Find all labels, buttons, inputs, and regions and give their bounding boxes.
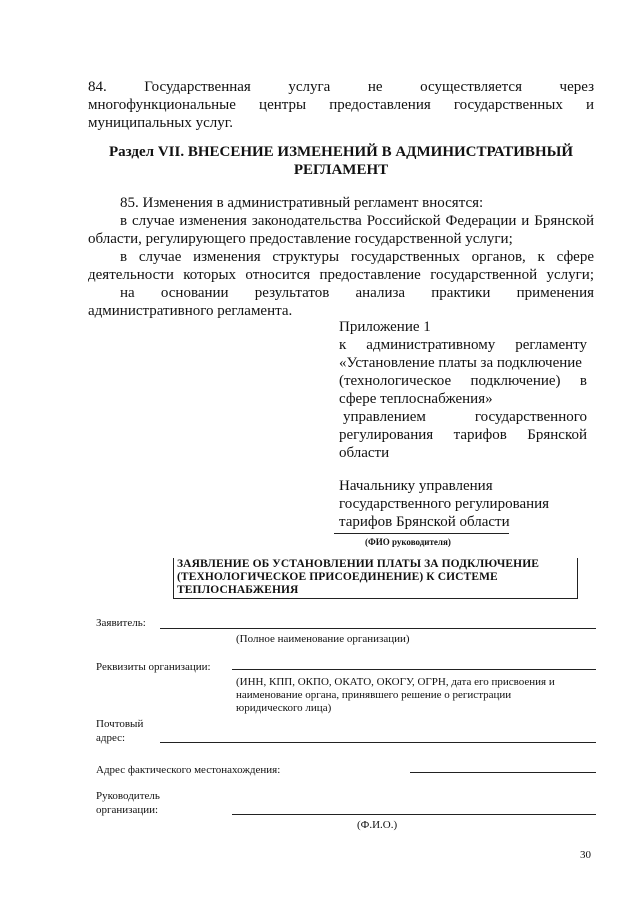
addressee-line-2: государственного регулирования xyxy=(339,496,550,512)
section-heading-line-1: Раздел VII. ВНЕСЕНИЕ ИЗМЕНЕНИЙ В АДМИНИСТРАТИВНЫЙ xyxy=(108,144,574,160)
item-85-line-2: в случае изменения законодательства Российской Федерации и Брянской xyxy=(120,213,594,229)
page-number: 30 xyxy=(580,849,591,861)
appendix-line-6: управлением государственного xyxy=(343,409,587,425)
head-label-line-2: организации: xyxy=(96,804,159,816)
actual-address-label: Адрес фактического местонахождения: xyxy=(96,764,281,776)
item-85-line-5: деятельности которых относится предоставление государственной услуги; xyxy=(88,267,594,283)
appendix-line-8: области xyxy=(339,445,390,461)
applicant-label: Заявитель: xyxy=(96,617,146,629)
applicant-field[interactable] xyxy=(160,628,596,629)
addressee-line-1: Начальнику управления xyxy=(339,478,493,494)
actual-address-field[interactable] xyxy=(410,772,596,773)
item-84-line-1: 84. Государственная услуга не осуществляется через xyxy=(88,79,594,95)
appendix-line-3: «Установление платы за подключение xyxy=(339,355,582,371)
appendix-line-7: регулирования тарифов Брянской xyxy=(339,427,587,443)
form-title-line-3: ТЕПЛОСНАБЖЕНИЯ xyxy=(177,584,299,596)
requisites-label: Реквизиты организации: xyxy=(96,661,211,673)
requisites-hint-line-3: юридического лица) xyxy=(236,702,332,714)
addressee-line-3: тарифов Брянской области xyxy=(339,514,510,530)
applicant-hint: (Полное наименование организации) xyxy=(236,633,410,645)
item-85-line-4: в случае изменения структуры государственных органов, к сфере xyxy=(120,249,594,265)
postal-address-field[interactable] xyxy=(160,742,596,743)
form-title-line-2: (ТЕХНОЛОГИЧЕСКОЕ ПРИСОЕДИНЕНИЕ) К СИСТЕМЕ xyxy=(177,571,498,583)
form-title-line-1: ЗАЯВЛЕНИЕ ОБ УСТАНОВЛЕНИИ ПЛАТЫ ЗА ПОДКЛЮЧЕНИЕ xyxy=(177,558,540,570)
fio-signature-line[interactable] xyxy=(334,533,509,534)
requisites-hint-line-2: наименование органа, принявшего решение о регистрации xyxy=(236,689,512,701)
requisites-hint-line-1: (ИНН, КПП, ОКПО, ОКАТО, ОКОГУ, ОГРН, дата его присвоения и xyxy=(236,676,555,688)
section-heading-line-2: РЕГЛАМЕНТ xyxy=(293,162,389,178)
form-title-box xyxy=(173,558,578,599)
appendix-line-2: к административному регламенту xyxy=(339,337,587,353)
head-name-field[interactable] xyxy=(232,814,596,815)
appendix-title: Приложение 1 xyxy=(339,319,431,335)
item-85-line-1: 85. Изменения в административный регламент вносятся: xyxy=(120,195,484,211)
postal-address-label-line-2: адрес: xyxy=(96,732,126,744)
item-85-line-3: области, регулирующего предоставление государственной услуги; xyxy=(88,231,513,247)
postal-address-label-line-1: Почтовый xyxy=(96,718,144,730)
item-85-line-6: на основании результатов анализа практики применения xyxy=(120,285,594,301)
appendix-line-5: сфере теплоснабжения» xyxy=(339,391,493,407)
appendix-line-4: (технологическое подключение) в xyxy=(339,373,587,389)
head-name-hint: (Ф.И.О.) xyxy=(357,819,398,831)
item-84-line-2: многофункциональные центры предоставления государственных и xyxy=(88,97,594,113)
item-85-line-7: административного регламента. xyxy=(88,303,293,319)
requisites-field[interactable] xyxy=(232,669,596,670)
head-label-line-1: Руководитель xyxy=(96,790,160,802)
fio-caption: (ФИО руководителя) xyxy=(365,537,451,547)
item-84-line-3: муниципальных услуг. xyxy=(88,115,233,131)
